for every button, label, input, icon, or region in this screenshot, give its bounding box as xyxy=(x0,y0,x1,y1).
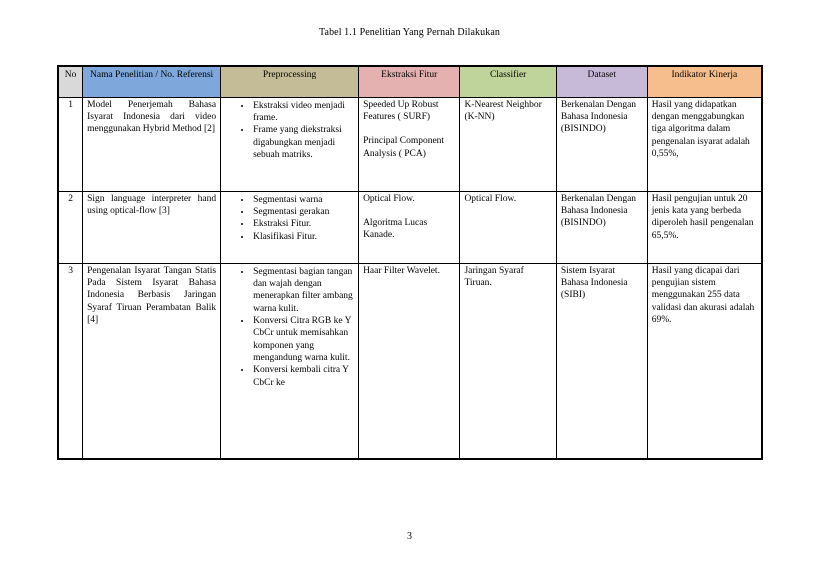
cell-classifier: Jaringan Syaraf Tiruan. xyxy=(460,263,556,459)
preprocessing-list xyxy=(225,100,354,162)
preprocessing-list xyxy=(225,266,354,389)
cell-indikator-kinerja: Hasil pengujian untuk 20 jenis kata yang berbeda diperoleh hasil pengenalan 65,5%. xyxy=(647,191,762,263)
cell-no: 1 xyxy=(58,97,83,191)
preprocessing-item: • Konversi kembali citra Y CbCr ke xyxy=(252,364,354,389)
ekstraksi-fitur-paragraph: Optical Flow. xyxy=(363,193,415,204)
table-row xyxy=(58,263,762,459)
cell-ekstraksi-fitur xyxy=(359,97,460,191)
cell-indikator-kinerja: Hasil yang didapatkan dengan menggabungkan tiga algoritma dalam pengenalan isyarat adalah 0,55%, xyxy=(647,97,762,191)
cell-dataset: Berkenalan Dengan Bahasa Indonesia (BISINDO) xyxy=(556,191,647,263)
preprocessing-item: • Ekstraksi Fitur. xyxy=(252,218,354,230)
preprocessing-item: • Segmentasi gerakan xyxy=(252,206,354,218)
cell-preprocessing xyxy=(221,263,359,459)
cell-no: 2 xyxy=(58,191,83,263)
cell-ekstraksi-fitur xyxy=(359,191,460,263)
research-table xyxy=(57,65,763,460)
page-number: 3 xyxy=(407,531,412,542)
cell-dataset: Berkenalan Dengan Bahasa Indonesia (BISINDO) xyxy=(556,97,647,191)
table-row xyxy=(58,97,762,191)
column-header-classifier: Classifier xyxy=(460,66,556,97)
ekstraksi-fitur-paragraph: Speeded Up Robust Features ( SURF) xyxy=(363,99,439,122)
preprocessing-list xyxy=(225,194,354,243)
cell-nama-penelitian: Sign language interpreter hand using optical-flow [3] xyxy=(83,191,221,263)
cell-nama-penelitian: Model Penerjemah Bahasa Isyarat Indonesia dari video menggunakan Hybrid Method [2] xyxy=(83,97,221,191)
cell-indikator-kinerja: Hasil yang dicapai dari pengujian sistem menggunakan 255 data validasi dan akurasi adalah 69%. xyxy=(647,263,762,459)
cell-ekstraksi-fitur xyxy=(359,263,460,459)
cell-preprocessing xyxy=(221,191,359,263)
table-body xyxy=(58,97,762,459)
cell-classifier: K-Nearest Neighbor (K-NN) xyxy=(460,97,556,191)
ekstraksi-fitur-paragraph: Principal Component Analysis ( PCA) xyxy=(363,136,445,159)
column-header-indikator-kinerja: Indikator Kinerja xyxy=(647,66,762,97)
column-header-ekstraksi-fitur: Ekstraksi Fitur xyxy=(359,66,460,97)
preprocessing-item: • Segmentasi warna xyxy=(252,194,354,206)
cell-no: 3 xyxy=(58,263,83,459)
table-row xyxy=(58,191,762,263)
column-header-dataset: Dataset xyxy=(556,66,647,97)
ekstraksi-fitur-paragraph: Algoritma Lucas Kanade. xyxy=(363,217,428,241)
preprocessing-item: • Segmentasi bagian tangan dan wajah dengan menerapkan filter ambang warna kulit. xyxy=(252,266,354,315)
preprocessing-item: • Frame yang diekstraksi digabungkan menjadi sebuah matriks. xyxy=(252,124,354,161)
preprocessing-item: • Konversi Citra RGB ke Y CbCr untuk memisahkan komponen yang mengandung warna kulit. xyxy=(252,315,354,364)
column-header-no: No xyxy=(58,66,83,97)
ekstraksi-fitur-paragraph: Haar Filter Wavelet. xyxy=(363,265,440,276)
cell-nama-penelitian: Pengenalan Isyarat Tangan Statis Pada Sistem Isyarat Bahasa Indonesia Berbasis Jaringan Syaraf Tiruan Perambatan Balik [4] xyxy=(83,263,221,459)
cell-classifier: Optical Flow. xyxy=(460,191,556,263)
column-header-nama-penelitian-no-referensi: Nama Penelitian / No. Referensi xyxy=(83,66,221,97)
cell-dataset: Sistem Isyarat Bahasa Indonesia (SIBI) xyxy=(556,263,647,459)
preprocessing-item: • Ekstraksi video menjadi frame. xyxy=(252,100,354,125)
table-header-row xyxy=(58,66,762,97)
cell-preprocessing xyxy=(221,97,359,191)
column-header-preprocessing: Preprocessing xyxy=(221,66,359,97)
document-title: Tabel 1.1 Penelitian Yang Pernah Dilakukan xyxy=(319,27,500,38)
preprocessing-item: • Klasifikasi Fitur. xyxy=(252,231,354,243)
